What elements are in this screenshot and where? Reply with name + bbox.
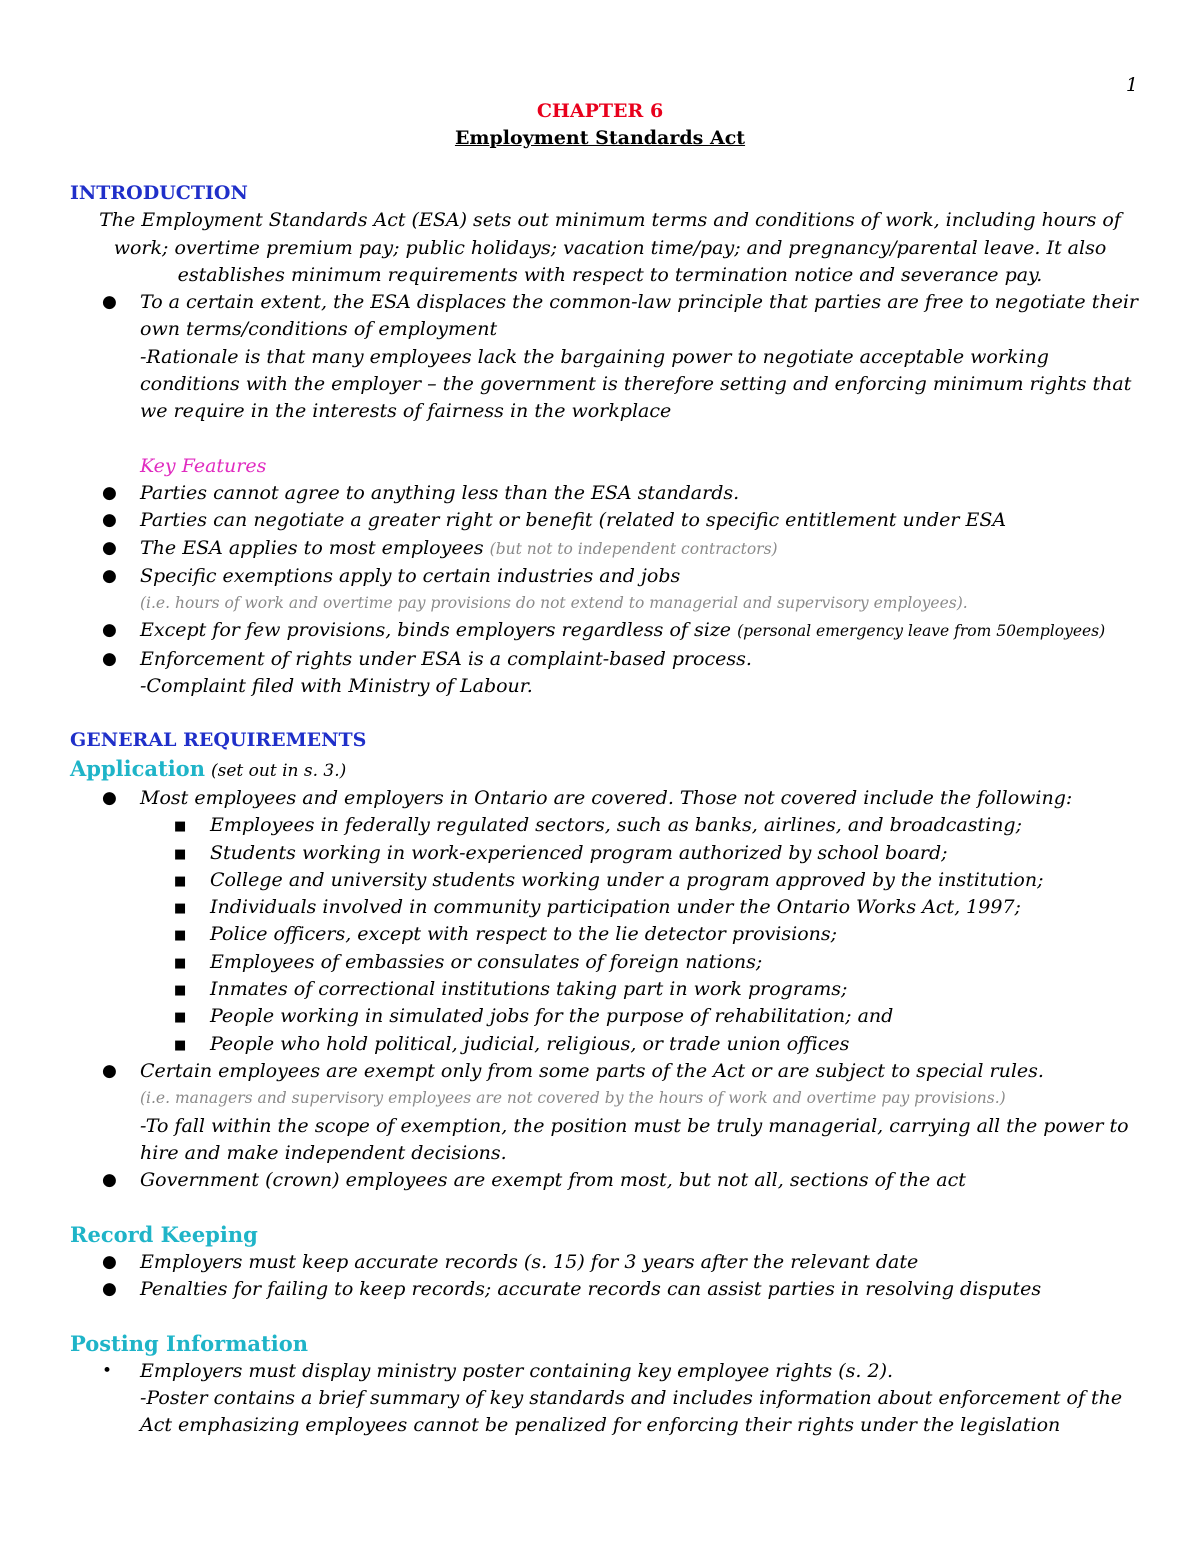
application-list — [70, 785, 1150, 1194]
sub-list-item — [70, 1031, 1150, 1058]
list-item — [70, 1358, 1150, 1440]
sub-list-item-text: Employees of embassies or consulates of foreign nations; — [210, 950, 763, 973]
general-requirements-heading: GENERAL REQUIREMENTS — [70, 729, 367, 752]
application-heading-row — [70, 755, 1150, 785]
list-item — [70, 507, 1150, 534]
application-note: (set out in s. 3.) — [211, 760, 347, 781]
bullet-icon: ● — [102, 1251, 117, 1272]
square-bullet-icon: ■ — [174, 846, 187, 862]
sub-list-item — [70, 840, 1150, 867]
bullet-icon: ● — [102, 292, 117, 313]
list-item — [70, 289, 1150, 425]
sub-list-item — [70, 1003, 1150, 1030]
square-bullet-icon: ■ — [174, 901, 187, 917]
key-features-heading: Key Features — [140, 454, 267, 477]
sub-list-item — [70, 894, 1150, 921]
posting-information-heading: Posting Information — [70, 1331, 308, 1357]
sub-list-item — [70, 976, 1150, 1003]
square-bullet-icon: ■ — [174, 1010, 187, 1026]
list-item-note: (but not to independent contractors) — [489, 539, 778, 558]
bullet-icon: • — [102, 1360, 113, 1381]
list-item — [70, 785, 1150, 812]
list-item — [70, 617, 1150, 645]
square-bullet-icon: ■ — [174, 955, 187, 971]
introduction-heading: INTRODUCTION — [70, 182, 248, 204]
square-bullet-icon: ■ — [174, 819, 187, 835]
list-item — [70, 1167, 1150, 1194]
sub-list-item-text: College and university students working under a program approved by the institution; — [210, 868, 1044, 891]
sub-list-item-text: People working in simulated jobs for the purpose of rehabilitation; and — [210, 1005, 894, 1028]
document-body — [70, 180, 1150, 1439]
sub-list-item — [70, 812, 1150, 839]
list-item — [70, 480, 1150, 507]
list-item-text: Specific exemptions apply to certain industries and jobs — [140, 564, 681, 587]
list-item-note: (i.e. hours of work and overtime pay provisions do not extend to managerial and supervisory employees). — [140, 594, 968, 613]
list-item-text: Penalties for failing to keep records; accurate records can assist parties in resolving disputes — [140, 1277, 1042, 1300]
list-item-text: Most employees and employers in Ontario are covered. Those not covered include the following: — [140, 786, 1073, 809]
chapter-heading: CHAPTER 6 — [536, 100, 664, 122]
square-bullet-icon: ■ — [174, 873, 187, 889]
introduction-paragraph: The Employment Standards Act (ESA) sets out minimum terms and conditions of work, including hours of work; overtime premium pay; public holidays; vacation time/pay; and pregnancy/parental leave. It also establishes minimum requirements with respect to termination notice and severance pay. — [99, 209, 1121, 286]
list-item — [70, 535, 1150, 563]
introduction-list — [70, 289, 1150, 425]
list-item-text: Employers must display ministry poster containing key employee rights (s. 2). — [140, 1359, 894, 1382]
list-item — [70, 1058, 1150, 1167]
bullet-icon: ● — [102, 510, 117, 531]
list-item — [70, 646, 1150, 701]
bullet-icon: ● — [102, 620, 117, 641]
list-item-text: The ESA applies to most employees — [140, 536, 484, 559]
posting-information-list — [70, 1358, 1150, 1440]
list-item-text: Parties can negotiate a greater right or benefit (related to specific entitlement under ESA — [140, 509, 1007, 532]
list-item-text: Enforcement of rights under ESA is a complaint-based process. — [140, 647, 752, 670]
sub-list-item — [70, 949, 1150, 976]
bullet-icon: ● — [102, 787, 117, 808]
list-item-text: -Poster contains a brief summary of key standards and includes information about enforcement of the Act emphasizing employees cannot be penalized for enforcing their rights under the legislation — [140, 1386, 1123, 1437]
bullet-icon: ● — [102, 482, 117, 503]
list-item-text: Government (crown) employees are exempt from most, but not all, sections of the act — [140, 1169, 966, 1192]
bullet-icon: ● — [102, 1278, 117, 1299]
document-title: Employment Standards Act — [454, 127, 746, 149]
sub-list-item — [70, 867, 1150, 894]
record-keeping-list — [70, 1249, 1150, 1304]
square-bullet-icon: ■ — [174, 928, 187, 944]
sub-list-item-text: Employees in federally regulated sectors, such as banks, airlines, and broadcasting; — [210, 814, 1022, 837]
sub-list-item-text: People who hold political, judicial, religious, or trade union offices — [210, 1032, 850, 1055]
bullet-icon: ● — [102, 1170, 117, 1191]
list-item-text: Except for few provisions, binds employers regardless of size — [140, 619, 732, 642]
list-item-text: Employers must keep accurate records (s. 15) for 3 years after the relevant date — [140, 1250, 919, 1273]
sub-list-item-text: Inmates of correctional institutions taking part in work programs; — [210, 978, 848, 1001]
list-item — [70, 1276, 1150, 1303]
bullet-icon: ● — [102, 565, 117, 586]
sub-list-item-text: Police officers, except with respect to the lie detector provisions; — [210, 923, 838, 946]
list-item-text: -Complaint filed with Ministry of Labour. — [140, 675, 533, 698]
sub-list-item — [70, 921, 1150, 948]
list-item-text: Parties cannot agree to anything less than the ESA standards. — [140, 481, 740, 504]
list-item-text: To a certain extent, the ESA displaces the common-law principle that parties are free to negotiate their own terms/conditions of employment — [140, 291, 1138, 341]
page-number: 1 — [1125, 74, 1138, 96]
list-item-text: Certain employees are exempt only from some parts of the Act or are subject to special rules. — [140, 1059, 1044, 1082]
sub-list-item-text: Individuals involved in community participation under the Ontario Works Act, 1997; — [210, 896, 1021, 919]
key-features-list — [70, 480, 1150, 700]
list-item — [70, 563, 1150, 618]
list-item-text: -To fall within the scope of exemption, the position must be truly managerial, carrying all the power to hire and make independent decisions. — [140, 1114, 1129, 1164]
square-bullet-icon: ■ — [174, 1037, 187, 1053]
bullet-icon: ● — [102, 537, 117, 558]
list-item — [70, 1249, 1150, 1276]
list-item-note: (personal emergency leave from 50employees) — [737, 622, 1106, 641]
square-bullet-icon: ■ — [174, 983, 187, 999]
list-item-text: -Rationale is that many employees lack the bargaining power to negotiate acceptable working conditions with the employer – the government is therefore setting and enforcing minimum rights that we require in the interests of fairness in the workplace — [140, 345, 1132, 423]
application-heading: Application — [70, 755, 205, 781]
bullet-icon: ● — [102, 1060, 117, 1081]
bullet-icon: ● — [102, 648, 117, 669]
sub-list-item-text: Students working in work-experienced program authorized by school board; — [210, 841, 948, 864]
list-item-note: (i.e. managers and supervisory employees are not covered by the hours of work and overtime pay provisions.) — [140, 1089, 1006, 1108]
record-keeping-heading: Record Keeping — [70, 1222, 258, 1248]
